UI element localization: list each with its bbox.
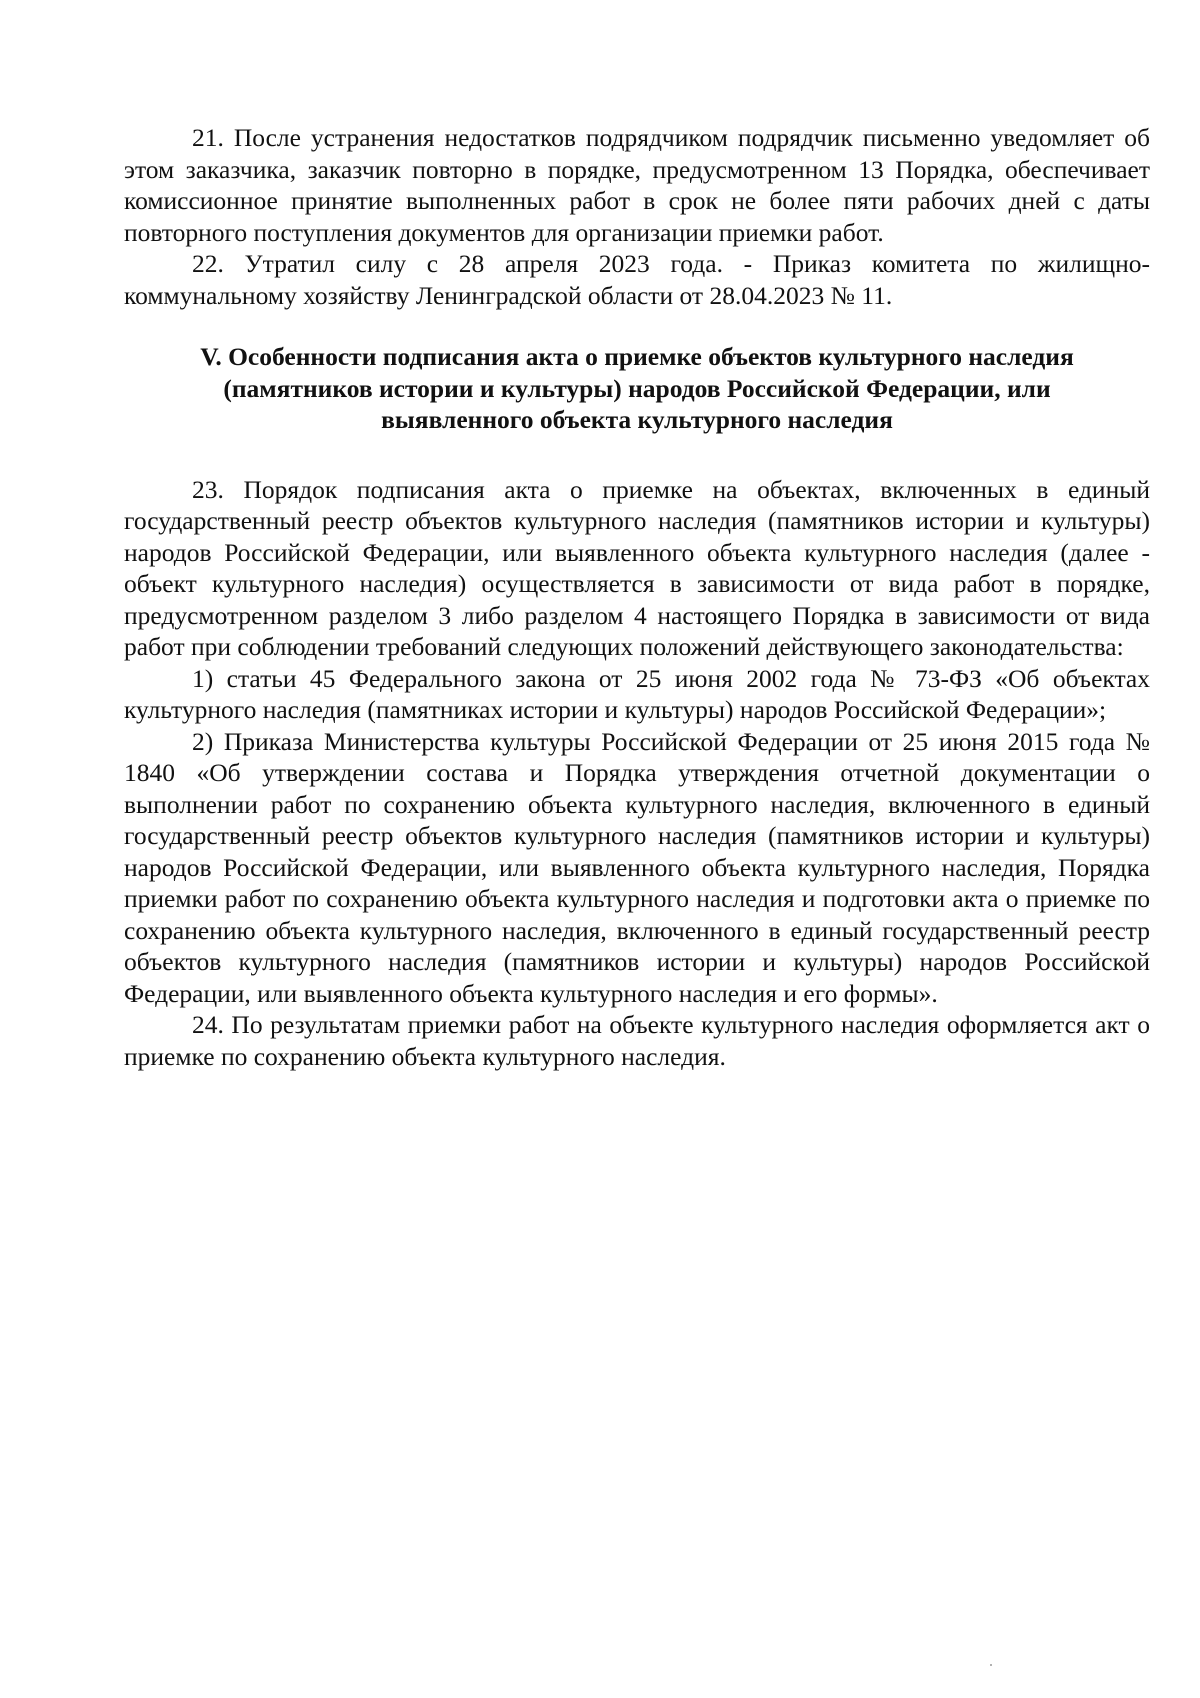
- paragraph-23: 23. Порядок подписания акта о приемке на объектах, включенных в единый государственный реестр объектов культурного наследия (памятников истории и культуры) народов Российской Федерации, или выявленного объекта культурного наследия (далее - объект культурного наследия) осуществляется в зависимости от вида работ в порядке, предусмотренном разделом 3 либо разделом 4 настоящего Порядка в зависимости от вида работ при соблюдении требований следующих положений действующего законодательства:: [124, 474, 1150, 661]
- paragraph-21: 21. После устранения недостатков подрядчиком подрядчик письменно уведомляет об этом заказчика, заказчик повторно в порядке, предусмотренном 13 Порядка, обеспечивает комиссионное принятие выполненных работ в срок не более пяти рабочих дней с даты повторного поступления документов для организации приемки работ.: [124, 123, 1150, 247]
- section-heading: [124, 341, 1150, 436]
- paragraph-23-item-1: 1) статьи 45 Федерального закона от 25 июня 2002 года № 73-ФЗ «Об объектах культурного наследия (памятниках истории и культуры) народов Российской Федерации»;: [124, 663, 1150, 724]
- paragraph-23-item-2: 2) Приказа Министерства культуры Российской Федерации от 25 июня 2015 года № 1840 «Об утверждении состава и Порядка утверждения отчетной документации о выполнении работ по сохранению объекта культурного наследия, включенного в единый государственный реестр объектов культурного наследия (памятников истории и культуры) народов Российской Федерации, или выявленного объекта культурного наследия, Порядка приемки работ по сохранению объекта культурного наследия и подготовки акта о приемке по сохранению объекта культурного наследия, включенного в единый государственный реестр объектов культурного наследия (памятников истории и культуры) народов Российской Федерации, или выявленного объекта культурного наследия и его формы».: [124, 726, 1150, 1008]
- paragraph-22: 22. Утратил силу с 28 апреля 2023 года. - Приказ комитета по жилищно-коммунальному хозяйству Ленинградской области от 28.04.2023 № 11.: [124, 249, 1150, 310]
- paragraph-24: 24. По результатам приемки работ на объекте культурного наследия оформляется акт о приемке по сохранению объекта культурного наследия.: [124, 1010, 1150, 1071]
- scan-speck: [990, 1664, 992, 1666]
- section-heading-line-2: (памятников истории и культуры) народов Российской Федерации, или: [223, 373, 1051, 403]
- section-heading-line-3: выявленного объекта культурного наследия: [381, 405, 893, 434]
- section-heading-line-1: V. Особенности подписания акта о приемке объектов культурного наследия: [200, 342, 1074, 371]
- document-body: [124, 122, 1150, 1072]
